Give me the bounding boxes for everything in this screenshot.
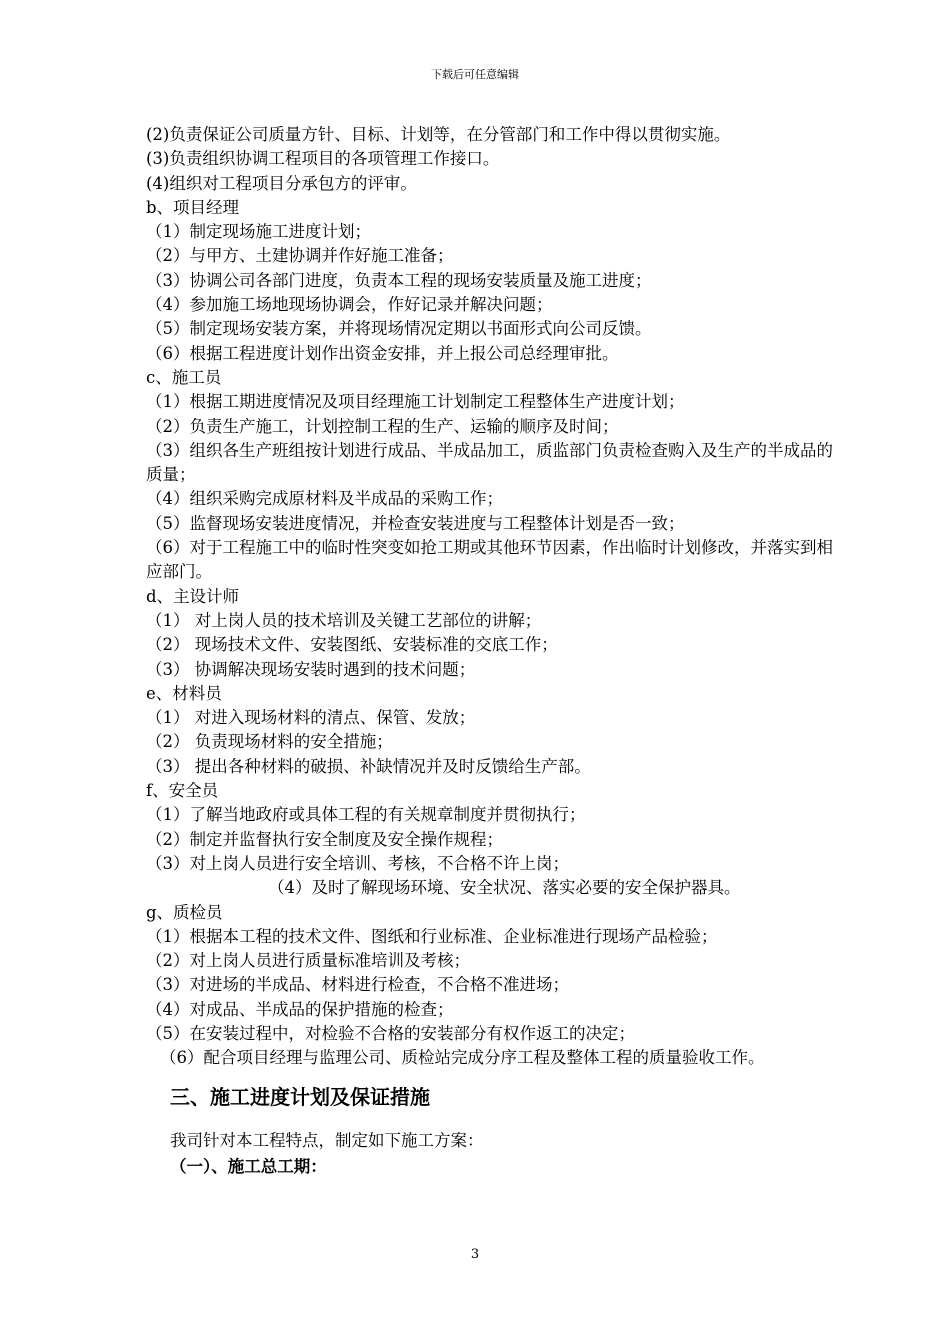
text-line: (4)组织对工程项目分承包方的评审。 [146, 173, 417, 193]
text-line: （6）配合项目经理与监理公司、质检站完成分序工程及整体工程的质量验收工作。 [160, 1048, 765, 1068]
section-subheading: （一）、施工总工期： [170, 1156, 327, 1176]
text-line: （2）对上岗人员进行质量标准培训及考核； [146, 951, 470, 971]
text-line: （3） 协调解决现场安装时遇到的技术问题； [146, 659, 476, 679]
role-heading: b、项目经理 [146, 197, 240, 217]
role-heading: f、安全员 [146, 781, 219, 801]
role-heading: d、主设计师 [146, 586, 240, 606]
section-heading: 三、施工进度计划及保证措施 [170, 1084, 430, 1109]
text-line: （4）及时了解现场环境、安全状况、落实必要的安全保护器具。 [268, 878, 741, 898]
role-heading: e、材料员 [146, 683, 222, 703]
text-line: (3)负责组织协调工程项目的各项管理工作接口。 [146, 149, 500, 169]
document-body [146, 123, 846, 1180]
text-line: （1）制定现场施工进度计划； [146, 222, 371, 242]
text-line: （4）对成品、半成品的保护措施的检查； [146, 999, 454, 1019]
text-line: （3）对上岗人员进行安全培训、考核，不合格不许上岗； [146, 853, 569, 873]
page-number: 3 [470, 1247, 480, 1262]
section-intro: 我司针对本工程特点，制定如下施工方案： [170, 1130, 484, 1150]
text-line: （2）负责生产施工，计划控制工程的生产、运输的顺序及时间； [146, 416, 619, 436]
text-line: （3）协调公司各部门进度，负责本工程的现场安装质量及施工进度； [146, 270, 652, 290]
text-line: （1）根据本工程的技术文件、图纸和行业标准、企业标准进行现场产品检验； [146, 926, 718, 946]
text-line: （4）组织采购完成原材料及半成品的采购工作； [146, 489, 503, 509]
text-line: （1） 对上岗人员的技术培训及关键工艺部位的讲解； [146, 610, 542, 630]
text-line: （6）根据工程进度计划作出资金安排，并上报公司总经理审批。 [146, 343, 619, 363]
text-line: （3） 提出各种材料的破损、补缺情况并及时反馈给生产部。 [146, 756, 591, 776]
text-line: （1）根据工期进度情况及项目经理施工计划制定工程整体生产进度计划； [146, 392, 685, 412]
text-line: (2)负责保证公司质量方针、目标、计划等，在分管部门和工作中得以贯彻实施。 [146, 125, 731, 144]
text-line: （2） 负责现场材料的安全措施； [146, 732, 393, 752]
text-line: （5）在安装过程中，对检验不合格的安装部分有权作返工的决定； [146, 1023, 635, 1043]
text-line: （2） 现场技术文件、安装图纸、安装标准的交底工作； [146, 635, 558, 655]
text-line: （3）对进场的半成品、材料进行检查，不合格不准进场； [146, 975, 569, 995]
text-line: （4）参加施工场地现场协调会，作好记录并解决问题； [146, 295, 553, 315]
text-line: （1）了解当地政府或具体工程的有关规章制度并贯彻执行； [146, 805, 586, 825]
text-line: （2）与甲方、土建协调并作好施工准备； [146, 246, 454, 266]
page-header: 下载后可任意编辑 [431, 68, 519, 81]
text-line: （2）制定并监督执行安全制度及安全操作规程； [146, 829, 503, 849]
text-line: （1） 对进入现场材料的清点、保管、发放； [146, 708, 476, 728]
role-heading: g、质检员 [146, 902, 223, 922]
role-heading: c、施工员 [146, 367, 222, 387]
text-line: （5）监督现场安装进度情况，并检查安装进度与工程整体计划是否一致； [146, 513, 685, 533]
text-line: （3）组织各生产班组按计划进行成品、半成品加工，质监部门负责检查购入及生产的半成品的质量； [146, 440, 833, 485]
text-line: （6）对于工程施工中的临时性突变如抢工期或其他环节因素，作出临时计划修改，并落实到相应部门。 [146, 538, 833, 582]
text-line: （5）制定现场安装方案，并将现场情况定期以书面形式向公司反馈。 [146, 319, 652, 339]
